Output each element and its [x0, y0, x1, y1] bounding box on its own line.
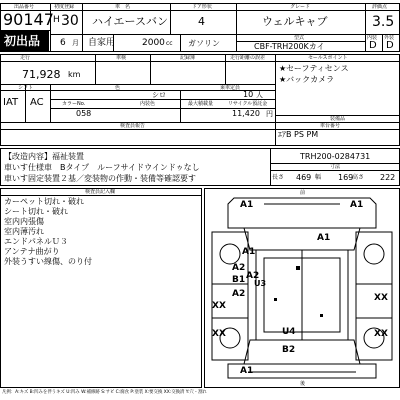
- equipment-label: 装備品: [330, 116, 346, 122]
- dim-label-height: 高さ: [352, 174, 365, 181]
- cc-value: 2000: [142, 38, 165, 48]
- diagram-front-label: 前: [300, 190, 306, 196]
- lot-number: 90147: [3, 10, 54, 29]
- fuel-value: ガソリン: [188, 39, 220, 48]
- dim-label-length: 長さ: [272, 174, 285, 181]
- damage-code: XX: [212, 301, 226, 311]
- car-diagram: [204, 188, 400, 388]
- car-name: ハイエースバン: [92, 15, 169, 28]
- doors-label: ドア形状: [192, 4, 212, 10]
- year-era: H: [53, 15, 60, 25]
- use-value: 自家用: [88, 38, 116, 48]
- record-book-label: 記録簿: [180, 55, 196, 61]
- seats-label: 乗車定員: [220, 85, 241, 91]
- diagram-rear-label: 後: [300, 381, 306, 387]
- notes-label: 検査員報告: [120, 123, 146, 129]
- color-no-label: カラーNo.: [62, 101, 86, 107]
- seats-value: 10: [243, 90, 254, 99]
- interior-grade: D: [369, 40, 377, 51]
- ac-value: AC: [30, 97, 44, 108]
- recycle-unit: 円: [266, 110, 273, 118]
- inspector-note-7: 外装うすい線傷、のり付: [4, 257, 92, 266]
- dim-value-length: 469: [296, 173, 312, 182]
- damage-code: XX: [374, 329, 388, 339]
- month-value: 6: [60, 38, 66, 48]
- cc-unit: cc: [166, 40, 173, 47]
- model-value: CBF-TRH200Kカイ: [254, 42, 325, 51]
- model-label: 型式: [294, 35, 305, 41]
- dimensions-label: 寸法: [330, 164, 341, 170]
- car-name-label: 車 名: [115, 4, 131, 10]
- grade-value: ウェルキャブ: [262, 15, 328, 28]
- inspector-title: 検査員記入欄: [85, 189, 116, 195]
- color-label: 色: [115, 85, 121, 91]
- mileage-note-label: 走行距離の誤差: [230, 55, 266, 61]
- inspector-note-3: 室内内張傷: [4, 217, 44, 226]
- recycle-value: 11,420: [232, 109, 260, 118]
- mileage-value: 71,928: [22, 68, 61, 81]
- dim-value-height: 222: [380, 173, 396, 182]
- exterior-label: 外装: [384, 35, 395, 41]
- year-label: 初度登録: [54, 4, 75, 10]
- inspector-note-4: 室内薄汚れ: [4, 227, 44, 236]
- inspector-note-5: エンドパネルＵ３: [4, 237, 68, 246]
- score-label: 評価点: [372, 4, 388, 10]
- damage-code: A1: [240, 200, 254, 210]
- mileage-unit: km: [68, 70, 81, 79]
- inspector-note-2: シート切れ・破れ: [4, 207, 68, 216]
- year-value: 30: [61, 13, 79, 29]
- damage-code: A1: [242, 247, 256, 257]
- inspection-label: 車検: [116, 55, 127, 61]
- sales-point-1: ★セーフティセンス: [279, 64, 349, 73]
- mileage-label: 走行: [20, 55, 31, 61]
- damage-code: B2: [282, 345, 296, 355]
- modification-line-1: 【改造内容】福祉装置: [4, 152, 84, 161]
- dim-value-width: 169: [338, 173, 354, 182]
- damage-code: XX: [374, 293, 388, 303]
- shift-value: IAT: [3, 97, 19, 108]
- damage-code: XX: [212, 329, 226, 339]
- damage-code: A1: [350, 200, 364, 210]
- footer-legend: 凡例：A:キズ B:凹みを伴うキズ U:凹み W:補修跡 S:サビ C:腐食 P:塗装 X:要交換 XX:交換済 Y:穴・割れ: [2, 390, 207, 395]
- damage-code: A1: [317, 233, 331, 243]
- seats-unit: 人: [256, 91, 263, 99]
- sales-point-2: ★バックカメラ: [279, 75, 335, 84]
- inspector-note-6: アンテナ曲がり: [4, 247, 60, 256]
- damage-code: A2: [232, 289, 246, 299]
- damage-code: A2: [246, 271, 260, 281]
- damage-code: A1: [240, 366, 254, 376]
- damage-code: U3: [254, 279, 267, 288]
- damage-code: B1: [232, 275, 246, 285]
- interior-label: 内装: [367, 35, 378, 41]
- equipment-value: ｴｱB PS PM: [278, 130, 319, 139]
- serial-value: TRH200-0284731: [300, 152, 371, 161]
- sales-point-label: セールスポイント: [308, 55, 348, 61]
- max-load-label: 最大積載量: [188, 101, 214, 107]
- color-value: シロ: [152, 91, 166, 99]
- month-unit: 月: [72, 39, 79, 47]
- color-no-value: 058: [76, 109, 92, 118]
- modification-line-2: 車いす仕様車 Bタイプ ルーフサイドウインドゥなし: [4, 163, 200, 172]
- shift-label: シフト: [18, 85, 34, 91]
- serial-label: 車台番号: [320, 123, 341, 129]
- interior-color-label: 内装色: [140, 101, 156, 107]
- recycle-label: リサイクル預託金: [228, 101, 268, 107]
- dim-label-width: 幅: [315, 174, 322, 181]
- modification-line-3: 車いす固定装置２基／変装物の作動・装備等確認要す: [4, 174, 196, 183]
- damage-code: A2: [232, 263, 246, 273]
- damage-code: U4: [282, 327, 296, 337]
- first-listing-text: 初出品: [4, 34, 41, 48]
- doors-value: 4: [198, 15, 205, 28]
- exterior-grade: D: [386, 40, 394, 51]
- inspector-note-1: カーペット切れ・破れ: [4, 197, 84, 206]
- lot-label: 出品番号: [14, 4, 35, 10]
- grade-label: グレード: [290, 4, 311, 10]
- score-value: 3.5: [372, 14, 395, 30]
